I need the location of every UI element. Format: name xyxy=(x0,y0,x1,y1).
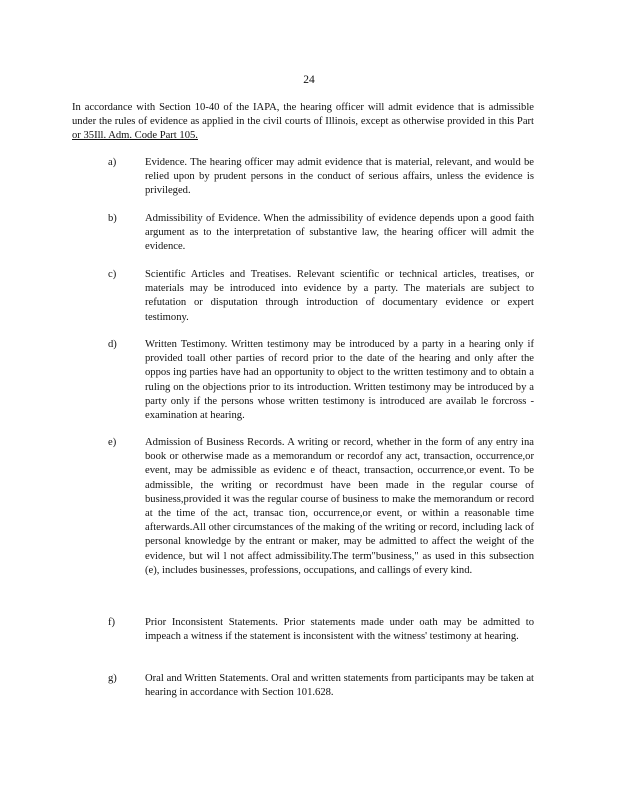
subsection-letter: b) xyxy=(108,213,117,224)
subsection-a xyxy=(108,156,534,199)
subsection-letter: d) xyxy=(108,339,117,350)
subsection-letter: c) xyxy=(108,269,117,280)
subsection-e xyxy=(108,436,534,578)
subsection-d xyxy=(108,338,534,423)
subsection-text: Prior Inconsistent Statements. Prior statements made under oath may be admitted to impeach a witness if the statement is inconsistent with the witness' testimony at hearing. xyxy=(145,617,534,643)
subsection-text: Admissibility of Evidence. When the admissibility of evidence depends upon a good faith argument as to the interpretation of substantive law, the hearing officer will admit the evidence. xyxy=(145,213,534,253)
subsection-text: Admission of Business Records. A writing or record, whether in the form of any entry ina book or otherwise made as a memorandum or recordof any act, transaction, occurrence,or event, may be admissible as evidenc e of theact, transaction, occurrence,or event. To be admissible, the writing or recordmust have been made in the regular course of business,provided it was the regular course of business to make the memorandum or record at the time of the act, transac tion, occurrence,or event, or within a reasonable time afterwards.All other circumstances of the making of the writing or record, including lack of personal knowledge by the entrant or maker, may be admitted to affect the weight of the evidence, but wil l not affect admissibility.The term"business," as used in this subsection (e), includes businesses, professions, occupations, and callings of every kind. xyxy=(145,437,534,576)
subsection-letter: e) xyxy=(108,437,117,448)
subsection-letter: f) xyxy=(108,617,116,628)
subsection-c xyxy=(108,268,534,325)
subsection-f xyxy=(108,616,534,644)
intro-paragraph xyxy=(72,101,534,144)
intro-underlined-text: or 35Ill. Adm. Code Part 105. xyxy=(72,130,198,142)
subsection-letter: a) xyxy=(108,157,117,168)
subsection-letter: g) xyxy=(108,673,117,684)
page-number: 24 xyxy=(303,74,315,86)
subsection-text: Evidence. The hearing officer may admit evidence that is material, relevant, and would be relied upon by prudent persons in the conduct of serious affairs, unless the evidence is privileged. xyxy=(145,157,534,197)
subsection-text: Scientific Articles and Treatises. Relevant scientific or technical articles, treatises, or materials may be introduced into evidence by a party. The materials are subject to refutation or disputation through introduction of documentary evidence or expert testimony. xyxy=(145,269,534,323)
subsection-text: Oral and Written Statements. Oral and written statements from participants may be taken at hearing in accordance with Section 101.628. xyxy=(145,673,534,699)
subsection-b xyxy=(108,212,534,255)
intro-text: In accordance with Section 10-40 of the IAPA, the hearing officer will admit evidence that is admissible under the rules of evidence as applied in the civil courts of Illinois, except as otherwise provided in this Part xyxy=(72,102,534,128)
subsection-text: Written Testimony. Written testimony may be introduced by a party in a hearing only if provided toall other parties of record prior to the date of the hearing and only after the oppos ing parties have had an opportunity to object to the written testimony and to obtain a ruling on the objections prior to its introduction. Written testimony may be introduced by a party only if the persons whose written testimony is introduced are availab le forcross - examination at hearing. xyxy=(145,339,534,422)
subsection-g xyxy=(108,672,534,700)
